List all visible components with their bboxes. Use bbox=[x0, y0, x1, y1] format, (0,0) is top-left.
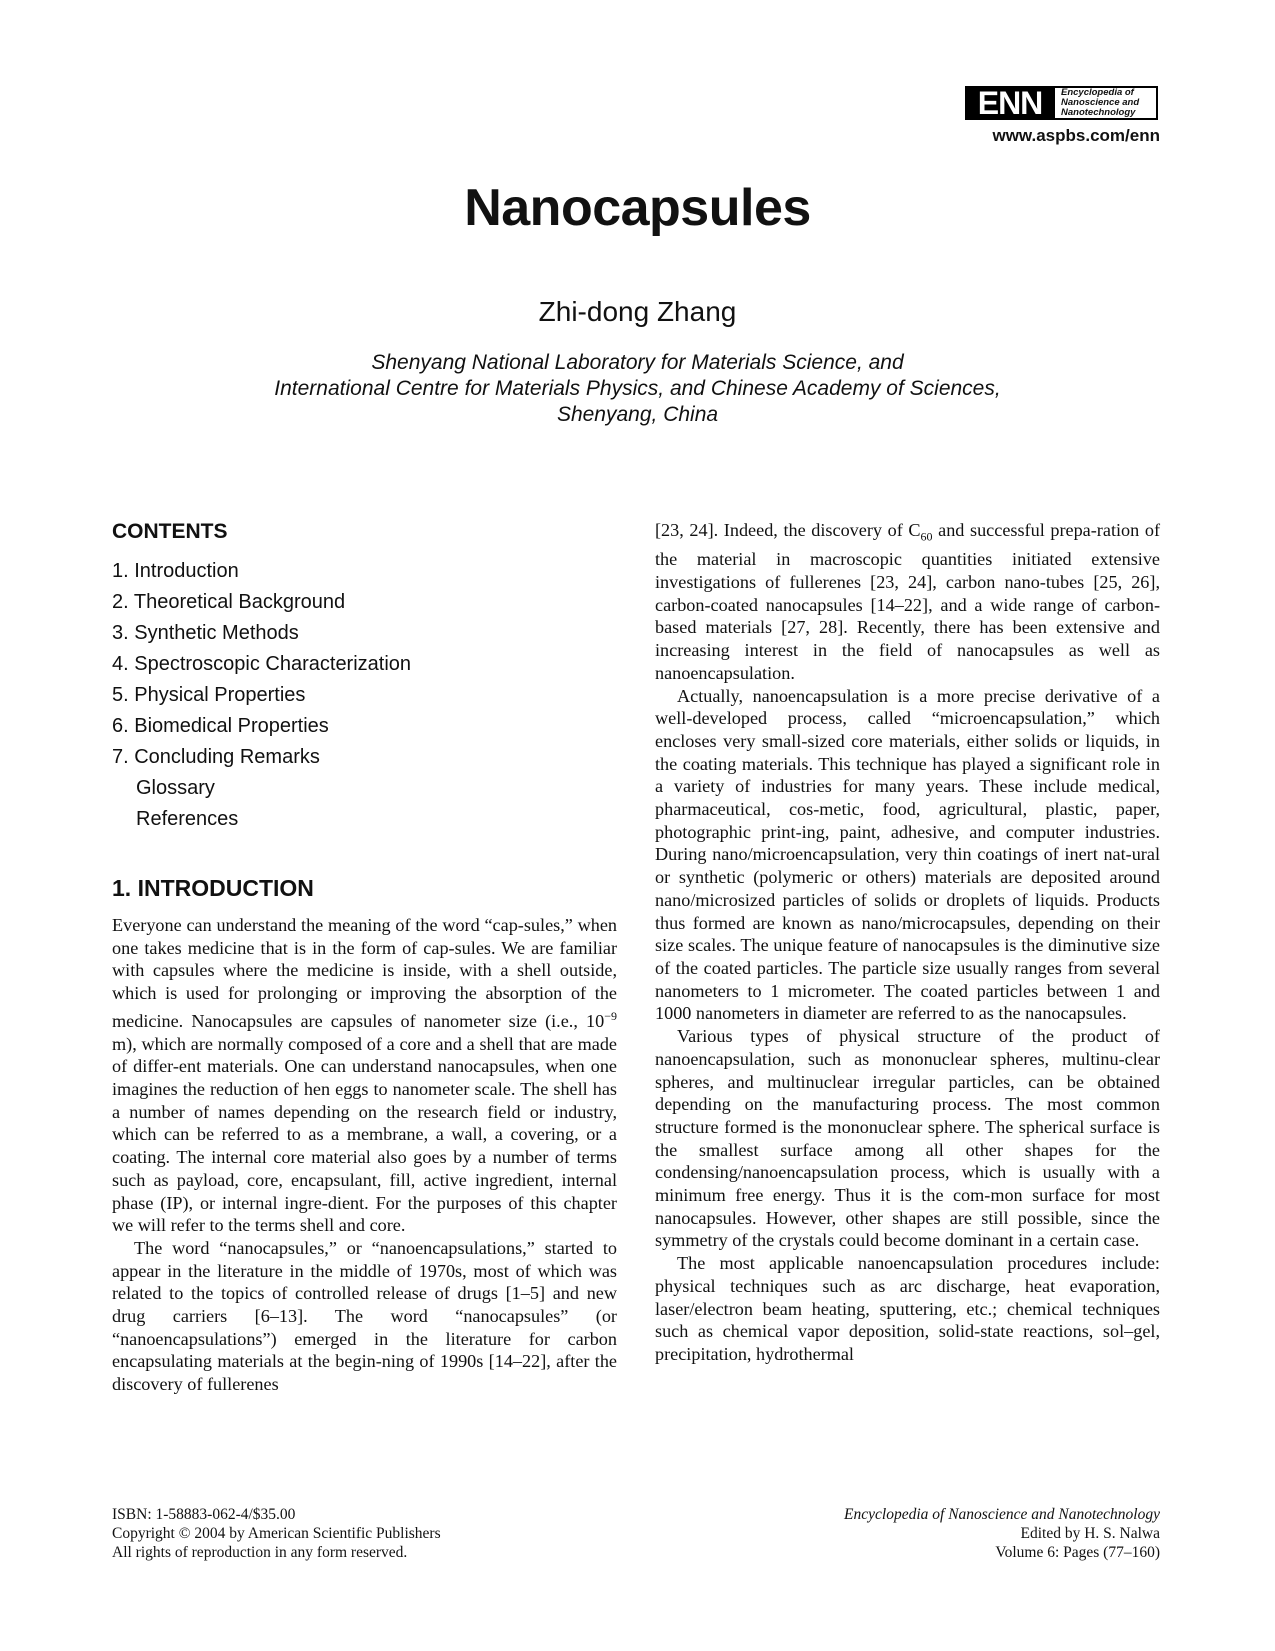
footer-volume: Volume 6: Pages (77–160) bbox=[995, 1544, 1160, 1561]
site-url-link[interactable]: www.aspbs.com/enn bbox=[992, 126, 1160, 145]
toc-item[interactable]: Glossary bbox=[136, 777, 215, 799]
footer-isbn: ISBN: 1-58883-062-4/$35.00 bbox=[112, 1506, 296, 1523]
left-column bbox=[112, 520, 617, 1396]
table-of-contents bbox=[112, 556, 617, 835]
toc-item[interactable]: 2. Theoretical Background bbox=[112, 591, 346, 613]
right-paragraph-4: The most applicable nanoencapsulation procedures include: physical techniques such as arc discharge, heat evaporation, laser/electron beam heating, sputtering, etc.; chemical techniques such as chemical vapor deposition, solid-state reactions, sol–gel, precipitation, hydrothermal bbox=[655, 1253, 1160, 1364]
author-name: Zhi-dong Zhang bbox=[538, 296, 737, 327]
right-paragraph-3: Various types of physical structure of the product of nanoencapsulation, such as mononuclear spheres, multinu-clear spheres, and multinuclear irregular particles, can be obtained depending on the manufacturing process. The most common structure formed is the mononuclear sphere. The spherical surface is the smallest surface among all other shapes for the condensing/nanoencapsulation process, which is usually with a minimum free energy. Thus it is the com-mon surface for most nanocapsules. However, other shapes are still possible, since the symmetry of the crystals could become dominant in a certain case. bbox=[655, 1026, 1160, 1251]
article-title: Nanocapsules bbox=[464, 179, 811, 237]
text-run: [23, 24]. Indeed, the discovery of C bbox=[655, 520, 921, 540]
footer-rights: All rights of reproduction in any form reserved. bbox=[112, 1544, 408, 1561]
author-affiliation bbox=[0, 350, 1275, 428]
toc-item[interactable]: 5. Physical Properties bbox=[112, 684, 306, 706]
contents-heading: CONTENTS bbox=[112, 520, 228, 543]
superscript: −9 bbox=[604, 1008, 617, 1023]
text-run: Everyone can understand the meaning of the word “cap-sules,” when one takes medicine that is in the form of cap-sules. We are familiar with capsules where the medicine is inside, with a shell outside, which is used for prolonging or improving the absorption of the medicine. Nanocapsules are capsules of nanometer size (i.e., 10 bbox=[112, 915, 617, 1031]
subscript: 60 bbox=[920, 529, 933, 544]
affiliation-line-2: International Centre for Materials Physics, and Chinese Academy of Sciences, bbox=[274, 377, 1001, 400]
affiliation-line-1: Shenyang National Laboratory for Materials Science, and bbox=[371, 351, 904, 374]
section-heading-introduction: 1. INTRODUCTION bbox=[112, 875, 314, 901]
toc-item[interactable]: 3. Synthetic Methods bbox=[112, 622, 299, 644]
text-run: and successful prepa-ration of the material in macroscopic quantities initiated extensive investigations of fullerenes [23, 24], carbon nano-tubes [25, 26], carbon-coated nanocapsules [14–22], and a wide range of carbon-based materials [27, 28]. Recently, there has been extensive and increasing interest in the field of nanocapsules as well as nanoencapsulation. bbox=[655, 520, 1160, 683]
toc-item[interactable]: References bbox=[136, 808, 239, 830]
logo-mark: ENN bbox=[965, 86, 1055, 120]
logo-text bbox=[1061, 88, 1156, 118]
logo-line-1: Encyclopedia of bbox=[1061, 87, 1134, 98]
affiliation-line-3: Shenyang, China bbox=[556, 403, 719, 426]
logo-line-3: Nanotechnology bbox=[1061, 107, 1136, 118]
footer-copyright: Copyright © 2004 by American Scientific Publishers bbox=[112, 1525, 441, 1542]
right-column bbox=[655, 519, 1160, 1366]
enn-logo bbox=[965, 86, 1160, 122]
right-paragraph-1 bbox=[655, 519, 1160, 685]
logo-line-2: Nanoscience and bbox=[1061, 97, 1140, 108]
footer-publication-info bbox=[112, 1505, 441, 1562]
toc-item[interactable]: 6. Biomedical Properties bbox=[112, 715, 329, 737]
footer-journal-info bbox=[844, 1505, 1160, 1562]
toc-item[interactable]: 1. Introduction bbox=[112, 560, 239, 582]
toc-item[interactable]: 7. Concluding Remarks bbox=[112, 746, 320, 768]
toc-item[interactable]: 4. Spectroscopic Characterization bbox=[112, 653, 412, 675]
footer-journal-title: Encyclopedia of Nanoscience and Nanotechnology bbox=[844, 1506, 1160, 1523]
right-paragraph-2: Actually, nanoencapsulation is a more precise derivative of a well-developed process, called “microencapsulation,” which encloses very small-sized core materials, either solids or liquids, in the coating materials. This technique has played a significant role in a variety of industries for many years. These include medical, pharmaceutical, cos-metic, food, agricultural, plastic, paper, photographic print-ing, paint, adhesive, and computer industries. During nano/microencapsulation, very thin coatings of inert nat-ural or synthetic (polymeric or others) materials are deposited around nano/microsized particles of solids or droplets of liquids. Products thus formed are known as nano/microcapsules, depending on their size scales. The unique feature of nanocapsules is the diminutive size of the coated particles. The particle size usually ranges from several nanometers to 1 micrometer. The coated particles between 1 and 1000 nanometers in diameter are referred to as the nanocapsules. bbox=[655, 685, 1160, 1024]
footer-editor: Edited by H. S. Nalwa bbox=[1020, 1525, 1160, 1542]
text-run: m), which are normally composed of a core and a shell that are made of differ-ent materials. One can understand nanocapsules, when one imagines the reduction of hen eggs to nanometer scale. The shell has a number of names depending on the research field or industry, which can be referred to as a membrane, a wall, a covering, or a coating. The internal core material also goes by a number of terms such as payload, core, encapsulant, fill, active ingredient, internal phase (IP), or internal ingre-dient. For the purposes of this chapter we will refer to the terms shell and core. bbox=[112, 1033, 617, 1236]
intro-paragraph-1 bbox=[112, 914, 617, 1237]
intro-paragraph-2: The word “nanocapsules,” or “nanoencapsulations,” started to appear in the literature in the middle of 1970s, most of which was related to the topics of controlled release of drugs [1–5] and new drug carriers [6–13]. The word “nanocapsules” (or “nanoencapsulations”) emerged in the literature for carbon encapsulating materials at the begin-ning of 1990s [14–22], after the discovery of fullerenes bbox=[112, 1237, 617, 1395]
